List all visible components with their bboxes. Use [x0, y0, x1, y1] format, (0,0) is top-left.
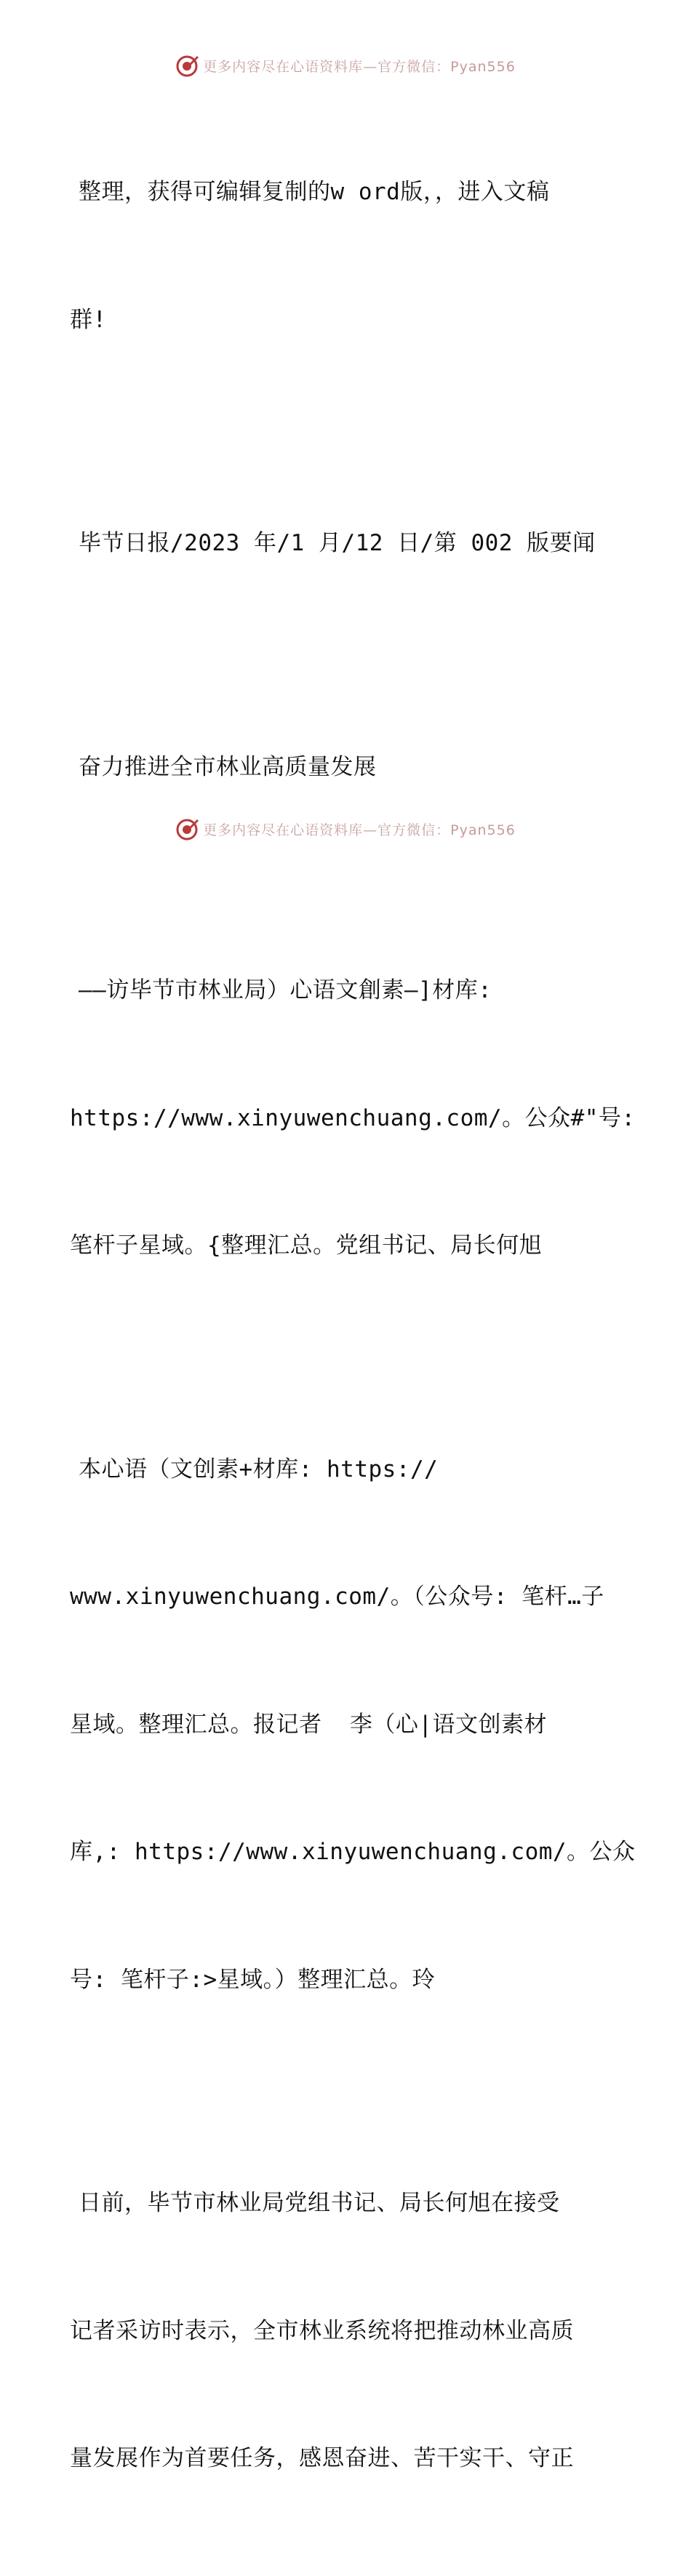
text-line: ——访毕节市林业局）心语文創素—]材库:	[79, 977, 492, 1003]
text-line: 奋力推进全市林业高质量发展	[79, 753, 377, 780]
text-line: 本心语（文创素+材库: https://	[79, 1456, 439, 1482]
paragraph-byline	[70, 1363, 636, 2087]
text-line: 毕节日报/2023 年/1 月/12 日/第 002 版要闻	[79, 530, 596, 556]
text-line: 群!	[70, 306, 107, 333]
footer-banner-text	[203, 819, 516, 839]
text-line: 笔杆子星域。{整理汇总。党组书记、局长何旭	[70, 1232, 543, 1259]
text-line: 量发展作为首要任务，感恩奋进、苦干实干、守正	[70, 2445, 574, 2471]
header-banner	[0, 51, 691, 80]
article-subtitle	[70, 884, 636, 1352]
text-line: www.xinyuwenchuang.com/。（公众号: 笔杆…子	[70, 1584, 604, 1610]
text-line: 星域。整理汇总。报记者 李（心|语文创素材	[70, 1711, 547, 1738]
footer-banner-wechat-id: Pyan556	[450, 822, 516, 838]
document-body	[70, 86, 636, 2576]
footer-banner	[0, 814, 691, 843]
text-line: 记者采访时表示，全市林业系统将把推动林业高质	[70, 2317, 574, 2344]
quill-logo-icon	[175, 53, 200, 78]
text-line: 日前，毕节市林业局党组书记、局长何旭在接受	[79, 2190, 560, 2216]
text-line: 整理，获得可编辑复制的w ord版，，进入文稿	[79, 179, 550, 205]
text-line: 号: 笔杆子:>星域。）整理汇总。玲	[70, 1966, 436, 1993]
paragraph-body	[70, 2097, 623, 2565]
header-banner-wechat-id: Pyan556	[450, 58, 516, 75]
paragraph-intro	[70, 86, 623, 426]
quill-logo-icon	[175, 816, 200, 841]
footer-banner-text-cn: 更多内容尽在心语资料库—官方微信：	[203, 822, 451, 838]
text-line: 库,: https://www.xinyuwenchuang.com/。公众	[70, 1839, 636, 1865]
paragraph-source	[70, 437, 623, 650]
header-banner-text-cn: 更多内容尽在心语资料库—官方微信：	[203, 58, 451, 75]
text-line: https://www.xinyuwenchuang.com/。公众#"号:	[70, 1104, 636, 1131]
header-banner-text	[203, 56, 516, 76]
